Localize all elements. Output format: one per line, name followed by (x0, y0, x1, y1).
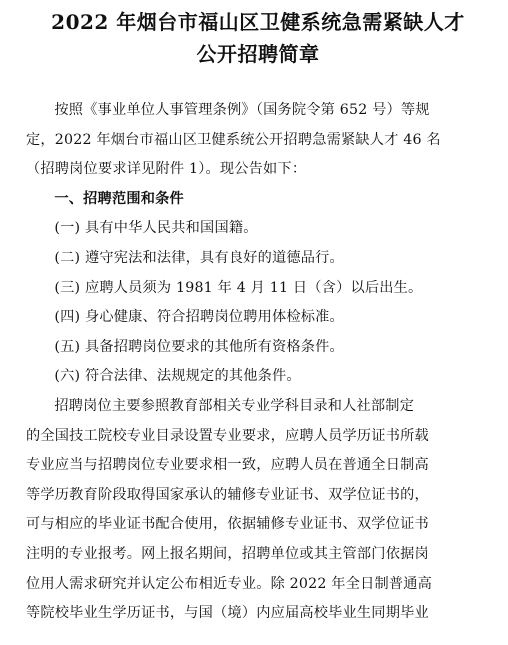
title-line-1: 2022 年烟台市福山区卫健系统急需紧缺人才 (51, 10, 465, 34)
document-body (26, 96, 490, 629)
intro-line: （招聘岗位要求详见附件 1）。现公告如下： (26, 161, 307, 178)
paragraph-line: 招聘岗位主要参照教育部相关专业学科目录和人社部制定 (54, 397, 415, 414)
paragraph-line: 等学历教育阶段取得国家承认的辅修专业证书、双学位证书的， (26, 486, 429, 503)
paragraph-line: 位用人需求研究并认定公布相近专业。除 2022 年全日制普通高 (26, 575, 433, 592)
condition-item: (四) 身心健康、符合招聘岗位聘用体检标准。 (54, 309, 344, 326)
section-heading-1: 一、招聘范围和条件 (54, 190, 184, 207)
paragraph-line: 注明的专业报考。网上报名期间，招聘单位或其主管部门依据岗 (26, 545, 429, 562)
intro-line: 按照《事业单位人事管理条例》（国务院令第 652 号）等规 (54, 102, 430, 118)
condition-item: (二) 遵守宪法和法律，具有良好的道德品行。 (54, 249, 344, 266)
paragraph-line: 的全国技工院校专业目录设置专业要求，应聘人员学历证书所载 (26, 427, 429, 444)
paragraph-line: 可与相应的毕业证书配合使用，依据辅修专业证书、双学位证书 (26, 516, 429, 533)
title-line-2: 公开招聘简章 (196, 42, 320, 66)
paragraph-line: 等院校毕业生学历证书，与国（境）内应届高校毕业生同期毕业 (26, 605, 429, 622)
paragraph-line: 专业应当与招聘岗位专业要求相一致，应聘人员在普通全日制高 (26, 457, 429, 474)
major-requirements-paragraph (26, 392, 490, 629)
condition-item: (六) 符合法律、法规规定的其他条件。 (54, 368, 301, 385)
condition-item: (五) 具备招聘岗位要求的其他所有资格条件。 (54, 338, 344, 355)
intro-paragraph (26, 96, 490, 185)
intro-line: 定，2022 年烟台市福山区卫健系统公开招聘急需紧缺人才 46 名 (26, 131, 441, 148)
document-title (26, 6, 490, 70)
condition-item: (三) 应聘人员须为 1981 年 4 月 11 日（含）以后出生。 (54, 279, 423, 296)
condition-item: (一) 具有中华人民共和国国籍。 (54, 220, 258, 237)
